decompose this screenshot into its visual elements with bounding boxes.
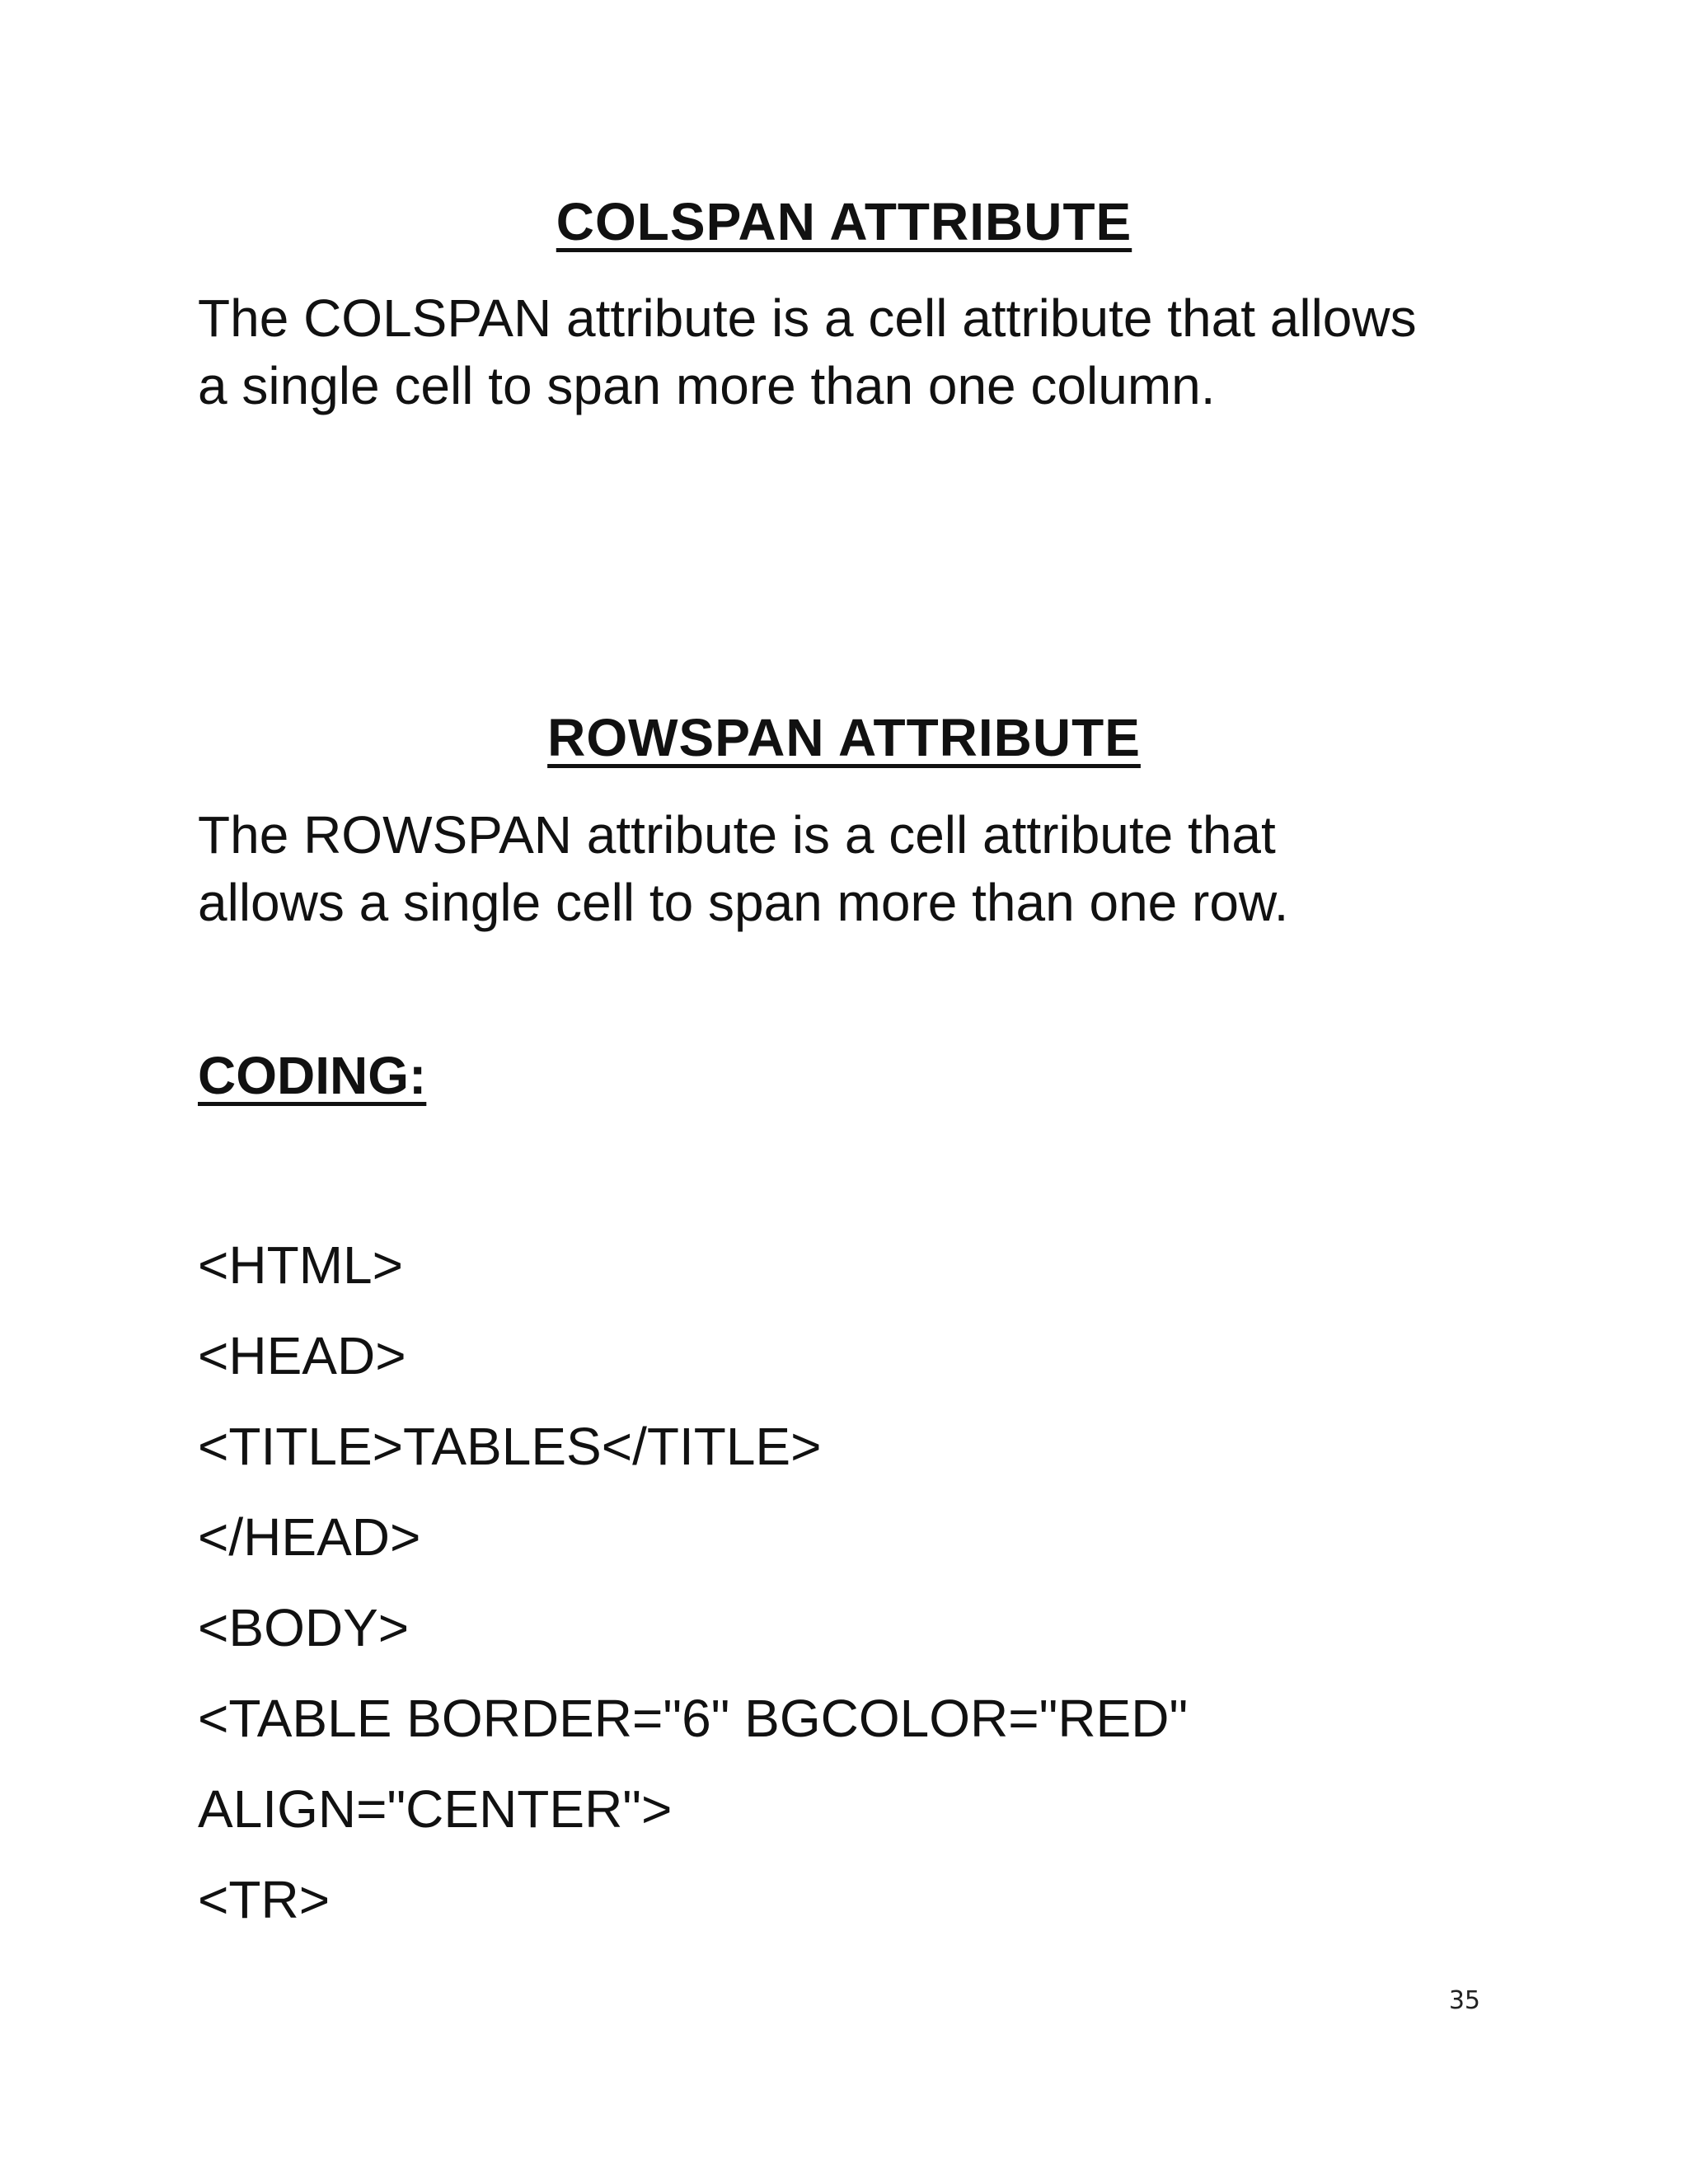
rowspan-heading: ROWSPAN ATTRIBUTE: [547, 708, 1141, 767]
colspan-description: [198, 284, 1533, 419]
colspan-description-line: The COLSPAN attribute is a cell attribute that allows: [198, 288, 1417, 348]
code-line: <HEAD>: [198, 1326, 406, 1385]
colspan-description-line: a single cell to span more than one column.: [198, 356, 1216, 415]
page-number: 35: [1448, 1986, 1480, 2015]
coding-heading: CODING:: [198, 1046, 427, 1105]
code-line: <TITLE>TABLES</TITLE>: [198, 1417, 822, 1476]
colspan-heading: COLSPAN ATTRIBUTE: [556, 192, 1132, 251]
code-line: <BODY>: [198, 1598, 410, 1657]
code-line: <TR>: [198, 1870, 331, 1929]
code-line: <HTML>: [198, 1235, 403, 1295]
rowspan-description-line: allows a single cell to span more than one row.: [198, 873, 1289, 932]
code-line: </HEAD>: [198, 1507, 421, 1567]
rowspan-description: [198, 801, 1533, 936]
code-line: ALIGN="CENTER">: [198, 1779, 673, 1839]
rowspan-description-line: The ROWSPAN attribute is a cell attribute that: [198, 805, 1276, 865]
code-line: <TABLE BORDER="6" BGCOLOR="RED": [198, 1689, 1189, 1748]
code-block: [198, 1220, 1188, 1945]
